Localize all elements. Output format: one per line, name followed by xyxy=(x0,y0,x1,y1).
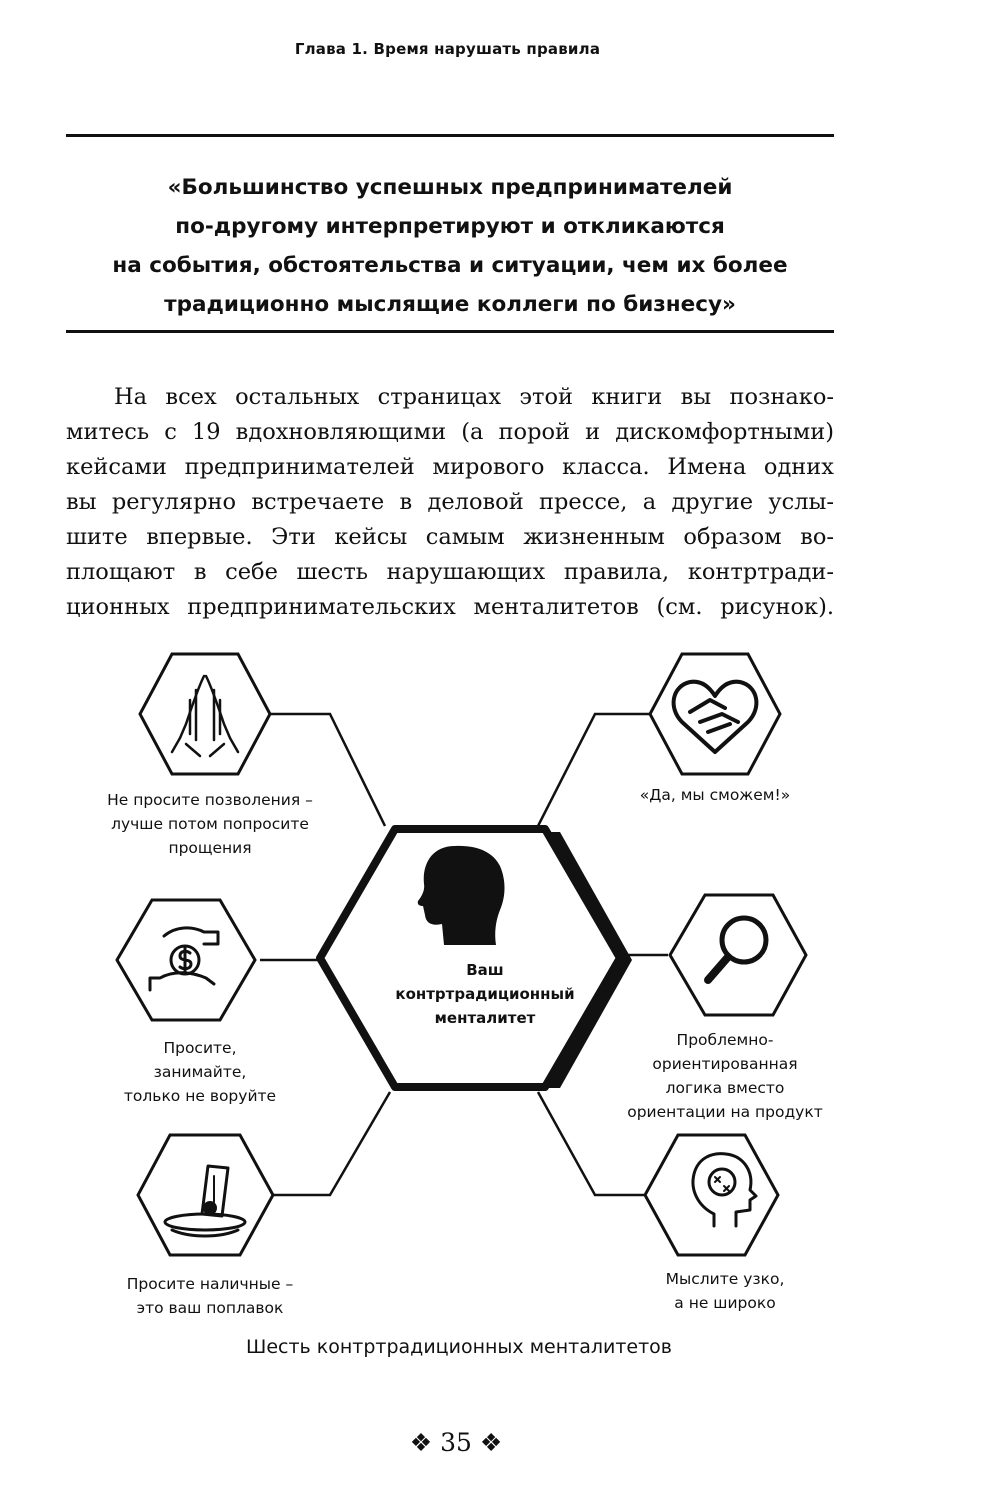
hexagon-problem-logic xyxy=(670,895,806,1015)
label-line: а не широко xyxy=(674,1294,776,1312)
center-label-line: контртрадиционный xyxy=(395,985,575,1003)
label-line: лучше потом попросите xyxy=(111,815,309,833)
label-line: Мыслите узко, xyxy=(665,1270,785,1288)
hexagon-think-narrow xyxy=(645,1135,778,1255)
quote-rule-bottom xyxy=(66,330,834,333)
hexagon-permission xyxy=(140,654,270,774)
body-line: вы регулярно встречаете в деловой прессе, а другие услы- xyxy=(66,489,834,515)
label-line: это ваш поплавок xyxy=(136,1299,284,1317)
quote-line: по-другому интерпретируют и откликаются xyxy=(175,214,725,239)
label-line: Проблемно- xyxy=(676,1031,774,1049)
quote-line: «Большинство успешных предпринимателей xyxy=(167,175,733,200)
page-number: ❖ 35 ❖ xyxy=(409,1428,503,1457)
label-line: ориентированная xyxy=(652,1055,798,1073)
figure-caption: Шесть контртрадиционных менталитетов xyxy=(246,1336,672,1358)
label-cash-float xyxy=(80,1272,340,1320)
running-head: Глава 1. Время нарушать правила xyxy=(294,40,601,58)
label-line: только не воруйте xyxy=(123,1087,277,1105)
quote-rule-top xyxy=(66,134,834,137)
body-paragraph xyxy=(66,380,834,625)
body-line: На всех остальных страницах этой книги вы познако- xyxy=(114,384,834,410)
label-problem-logic xyxy=(600,1028,850,1124)
label-line: Просите наличные – xyxy=(126,1275,294,1293)
label-line: логика вместо xyxy=(665,1079,785,1097)
label-line: «Да, мы сможем!» xyxy=(639,786,791,804)
center-label-line: менталитет xyxy=(434,1009,536,1027)
body-line: ционных предпринимательских менталитетов (см. рисунок). xyxy=(66,594,834,620)
pull-quote xyxy=(66,168,834,324)
label-yes-we-can xyxy=(600,783,830,807)
center-label xyxy=(355,958,615,1030)
quote-line: на события, обстоятельства и ситуации, чем их более xyxy=(112,253,788,278)
label-line: Не просите позволения – xyxy=(107,791,313,809)
label-line: ориентации на продукт xyxy=(627,1103,823,1121)
label-line: Просите, xyxy=(163,1039,237,1057)
label-permission xyxy=(70,788,350,860)
label-line: занимайте, xyxy=(153,1063,247,1081)
body-line: шите впервые. Эти кейсы самым жизненным образом во- xyxy=(66,524,834,550)
body-line: митесь с 19 вдохновляющими (а порой и дискомфортными) xyxy=(66,419,834,445)
label-borrow xyxy=(80,1036,320,1108)
quote-line: традиционно мыслящие коллеги по бизнесу» xyxy=(164,292,736,317)
center-label-line: Ваш xyxy=(466,961,504,979)
label-think-narrow xyxy=(610,1267,840,1315)
body-line: кейсами предпринимателей мирового класса. Имена одних xyxy=(66,454,834,480)
hexagon-yes-we-can xyxy=(650,654,780,774)
body-line: площают в себе шесть нарушающих правила, контртради- xyxy=(66,559,834,585)
label-line: прощения xyxy=(168,839,252,857)
